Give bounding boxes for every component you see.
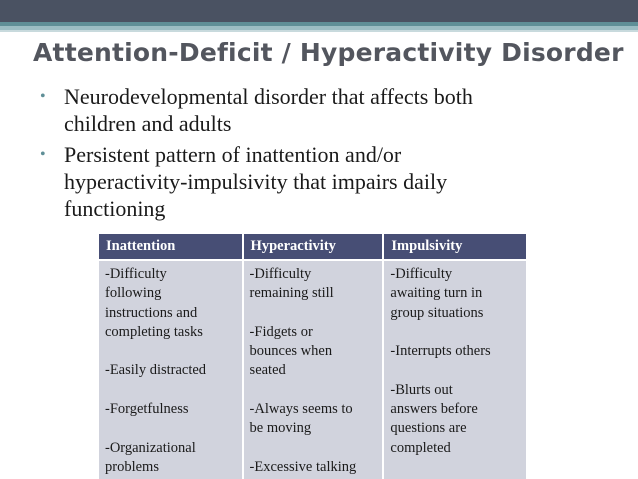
cell-text-line: completed xyxy=(390,439,451,456)
bullet-list xyxy=(38,83,598,226)
cell-text-line: instructions and xyxy=(105,304,198,321)
cell-text-line: questions are xyxy=(390,420,467,437)
cell-spacer xyxy=(250,381,379,400)
cell-text-line: seated xyxy=(249,362,286,379)
cell-text-line: awaiting turn in xyxy=(390,285,483,302)
cell-text-line: -Fidgets or xyxy=(249,323,313,340)
top-decorative-band xyxy=(0,0,638,22)
cell-text-line: -Interrupts others xyxy=(390,343,491,360)
bullet-line: functioning xyxy=(64,196,166,221)
decorative-stripe xyxy=(0,30,638,32)
cell-inattention xyxy=(99,260,243,479)
bullet-icon: • xyxy=(40,146,46,163)
cell-text-line: -Blurts out xyxy=(390,381,453,398)
cell-text-line: -Organizational xyxy=(105,439,196,456)
cell-text-line: -Forgetfulness xyxy=(105,401,189,418)
symptoms-table-container xyxy=(99,234,526,479)
header-impulsivity: Impulsivity xyxy=(383,234,526,260)
bullet-icon: • xyxy=(40,88,46,105)
cell-spacer xyxy=(105,342,238,361)
slide-title: Attention-Deficit / Hyperactivity Disorder xyxy=(33,38,624,67)
cell-text-line: remaining still xyxy=(249,285,334,302)
cell-text-line: -Always seems to xyxy=(249,401,353,418)
bullet-item xyxy=(38,141,598,222)
bullet-line: Neurodevelopmental disorder that affects both xyxy=(64,84,473,109)
header-inattention: Inattention xyxy=(99,234,243,260)
bullet-line: hyperactivity-impulsivity that impairs daily xyxy=(64,169,448,194)
cell-spacer xyxy=(250,304,379,323)
cell-text-line: -Difficulty xyxy=(105,266,167,282)
cell-text-line: -Excessive talking xyxy=(249,458,357,475)
symptoms-table xyxy=(99,234,526,479)
cell-impulsivity xyxy=(383,260,526,479)
cell-spacer xyxy=(390,361,522,380)
cell-text-line: answers before xyxy=(390,401,478,418)
bullet-line: children and adults xyxy=(64,111,232,136)
cell-text-line: -Difficulty xyxy=(390,266,453,282)
bullet-item xyxy=(38,83,598,137)
cell-text-line: completing tasks xyxy=(105,323,203,340)
cell-text-line: bounces when xyxy=(249,343,333,360)
cell-spacer xyxy=(390,323,522,342)
table-header-row xyxy=(99,234,526,260)
cell-spacer xyxy=(105,381,238,400)
cell-spacer xyxy=(105,419,238,438)
header-hyperactivity: Hyperactivity xyxy=(243,234,384,260)
bullet-line: Persistent pattern of inattention and/or xyxy=(64,142,402,167)
cell-text-line: problems xyxy=(105,458,159,475)
cell-text-line: -Easily distracted xyxy=(105,362,207,379)
cell-text-line: following xyxy=(105,285,162,302)
cell-text-line: be moving xyxy=(249,420,312,437)
table-row xyxy=(99,260,526,479)
cell-text-line: -Difficulty xyxy=(249,266,312,282)
cell-text-line: group situations xyxy=(390,304,484,321)
cell-spacer xyxy=(250,439,379,458)
cell-hyperactivity xyxy=(243,260,384,479)
